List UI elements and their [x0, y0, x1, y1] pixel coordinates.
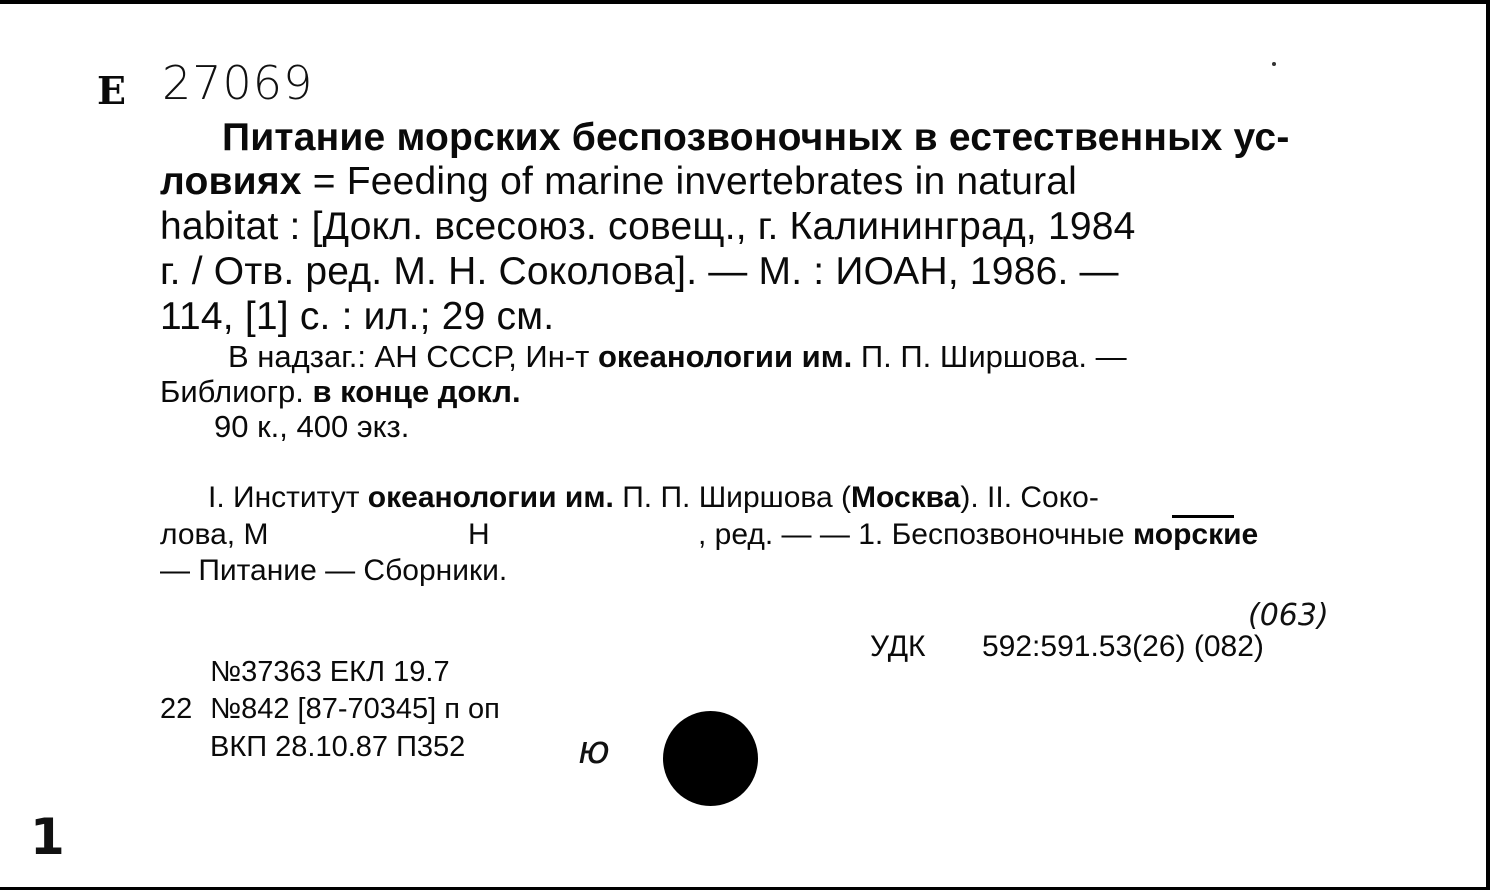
main-entry-line-1: [222, 116, 1290, 160]
tracing-line-1: I. Институт океанологии им. П. П. Ширшова (Москва). II. Соко-: [208, 481, 1099, 514]
punch-dot: [663, 711, 758, 806]
handwritten-initial: ю: [578, 728, 610, 772]
print-info-line-1: №37363 ЕКЛ 19.7: [210, 656, 450, 688]
note-line-2: Библиогр. в конце докл.: [160, 374, 521, 409]
physical-description: 114, [1] с. : ил.; 29 см.: [160, 295, 555, 338]
print-info-line-2: №842 [87-70345] п оп: [210, 693, 500, 725]
print-info-line-3: ВКП 28.10.87 П352: [210, 731, 466, 763]
shelf-mark: Е: [97, 68, 124, 113]
main-entry-line-3: [160, 205, 1136, 249]
handwritten-udc-correction: (063): [1248, 598, 1329, 633]
tracing-line-2-b: Н: [468, 518, 490, 551]
udc-code: 592:591.53(26) (082): [982, 630, 1264, 663]
tracing-line-3: — Питание — Сборники.: [160, 554, 508, 587]
price-copies: 90 к., 400 экз.: [214, 409, 410, 444]
udc-label: УДК: [870, 630, 926, 663]
paper-speck: [1272, 62, 1276, 66]
title-part: Питание морских беспозвоночных в естественных ус-: [222, 116, 1290, 159]
main-entry-line-5: [160, 295, 554, 339]
parallel-title: = Feeding of marine invertebrates in natural: [301, 160, 1078, 203]
conference-info: habitat : [Докл. всесоюз. совещ., г. Калининград, 1984: [160, 205, 1136, 248]
tracing-line-2-c: , ред. — — 1. Беспозвоночные морские: [698, 518, 1259, 551]
margin-mark: 1: [30, 808, 65, 866]
print-info-prefix: 22: [160, 693, 193, 725]
main-entry-line-2: [160, 160, 1077, 204]
publication-info: г. / Отв. ред. М. Н. Соколова]. — М. : ИОАН, 1986. —: [160, 250, 1119, 293]
tracing-line-2-a: лова, М: [160, 518, 269, 551]
main-entry-line-4: [160, 250, 1119, 294]
accession-number: 27069: [162, 56, 314, 110]
title-part: ловиях: [160, 160, 302, 203]
note-line-1: В надзаг.: АН СССР, Ин-т океанологии им. П. П. Ширшова. —: [228, 339, 1127, 374]
